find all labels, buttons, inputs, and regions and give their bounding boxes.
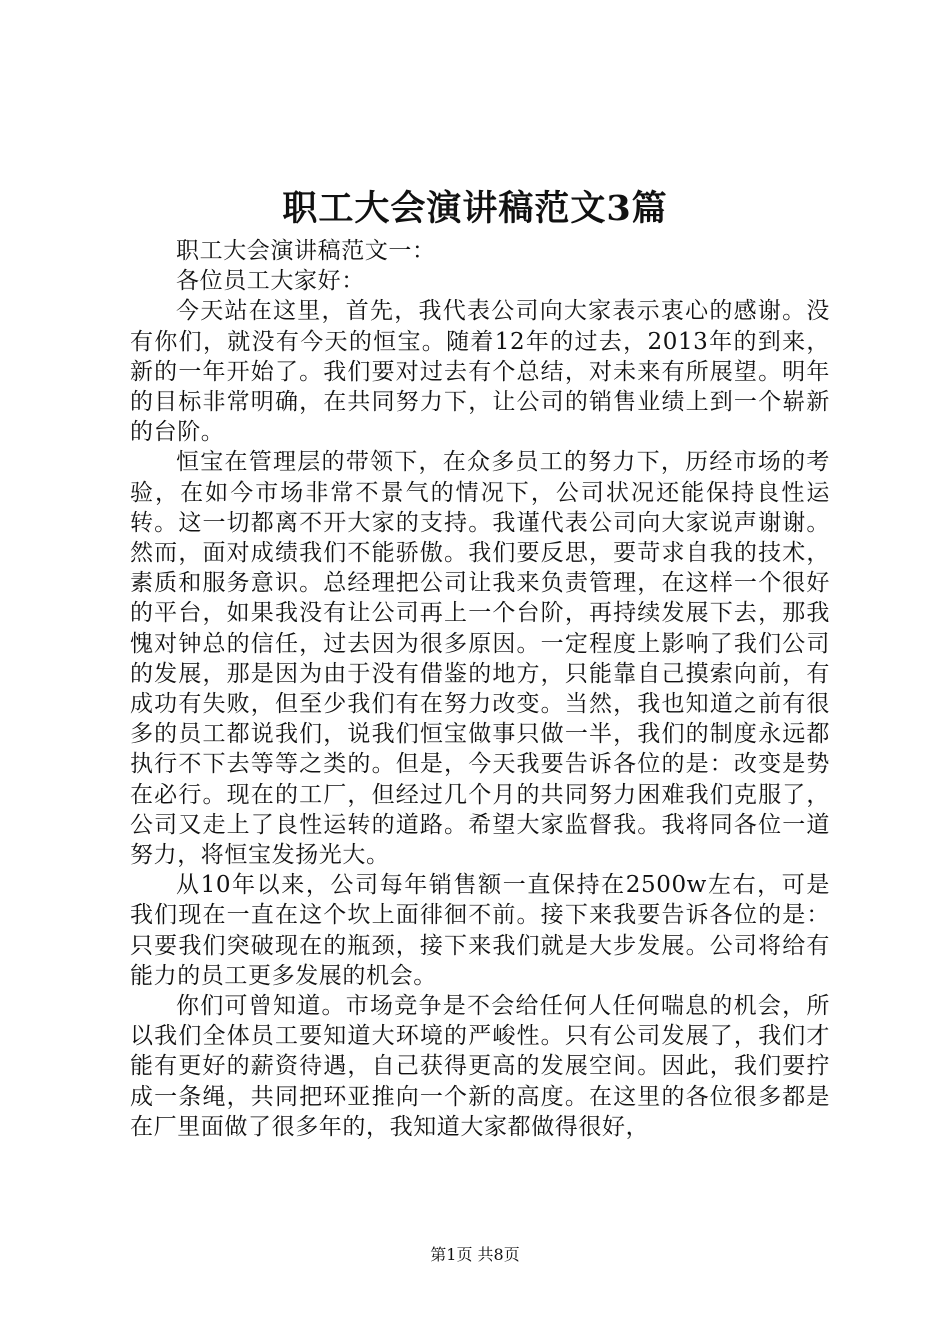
paragraph: 今天站在这里，首先，我代表公司向大家表示衷心的感谢。没有你们，就没有今天的恒宝。随着12年的过去，2013年的到来，新的一年开始了。我们要对过去有个总结，对未来有所展望。明年的目标非常明确，在共同努力下，让公司的销售业绩上到一个崭新的台阶。 — [130, 298, 830, 446]
paragraph: 恒宝在管理层的带领下，在众多员工的努力下，历经市场的考验，在如今市场非常不景气的情况下，公司状况还能保持良性运转。这一切都离不开大家的支持。我谨代表公司向大家说声谢谢。然而，面对成绩我们不能骄傲。我们要反思，要苛求自我的技术，素质和服务意识。总经理把公司让我来负责管理，在这样一个很好的平台，如果我没有让公司再上一个台阶，再持续发展下去，那我愧对钟总的信任，过去因为很多原因。一定程度上影响了我们公司的发展，那是因为由于没有借鉴的地方，只能靠自己摸索向前，有成功有失败，但至少我们有在努力改变。当然，我也知道之前有很多的员工都说我们，说我们恒宝做事只做一半，我们的制度永远都执行不下去等等之类的。但是，今天我要告诉各位的是：改变是势在必行。现在的工厂，但经过几个月的共同努力困难我们克服了，公司又走上了良性运转的道路。希望大家监督我。我将同各位一道努力，将恒宝发扬光大。 — [130, 449, 830, 869]
paragraph: 职工大会演讲稿范文一： — [176, 238, 436, 264]
paragraph: 各位员工大家好： — [176, 268, 365, 295]
paragraph: 你们可曾知道。市场竞争是不会给任何人任何喘息的机会，所以我们全体员工要知道大环境的严峻性。只有公司发展了，我们才能有更好的薪资待遇，自己获得更高的发展空间。因此，我们要拧成一条绳，共同把环亚推向一个新的高度。在这里的各位很多都是在厂里面做了很多年的，我知道大家都做得很好， — [130, 993, 830, 1140]
document-body — [130, 236, 830, 1142]
document-title: 职工大会演讲稿范文3篇 — [282, 188, 668, 229]
page-number-footer: 第1页 共8页 — [430, 1245, 520, 1264]
paragraph: 从10年以来，公司每年销售额一直保持在2500w左右，可是我们现在一直在这个坎上面徘徊不前。接下来我要告诉各位的是：只要我们突破现在的瓶颈，接下来我们就是大步发展。公司将给有能力的员工更多发展的机会。 — [130, 872, 830, 989]
